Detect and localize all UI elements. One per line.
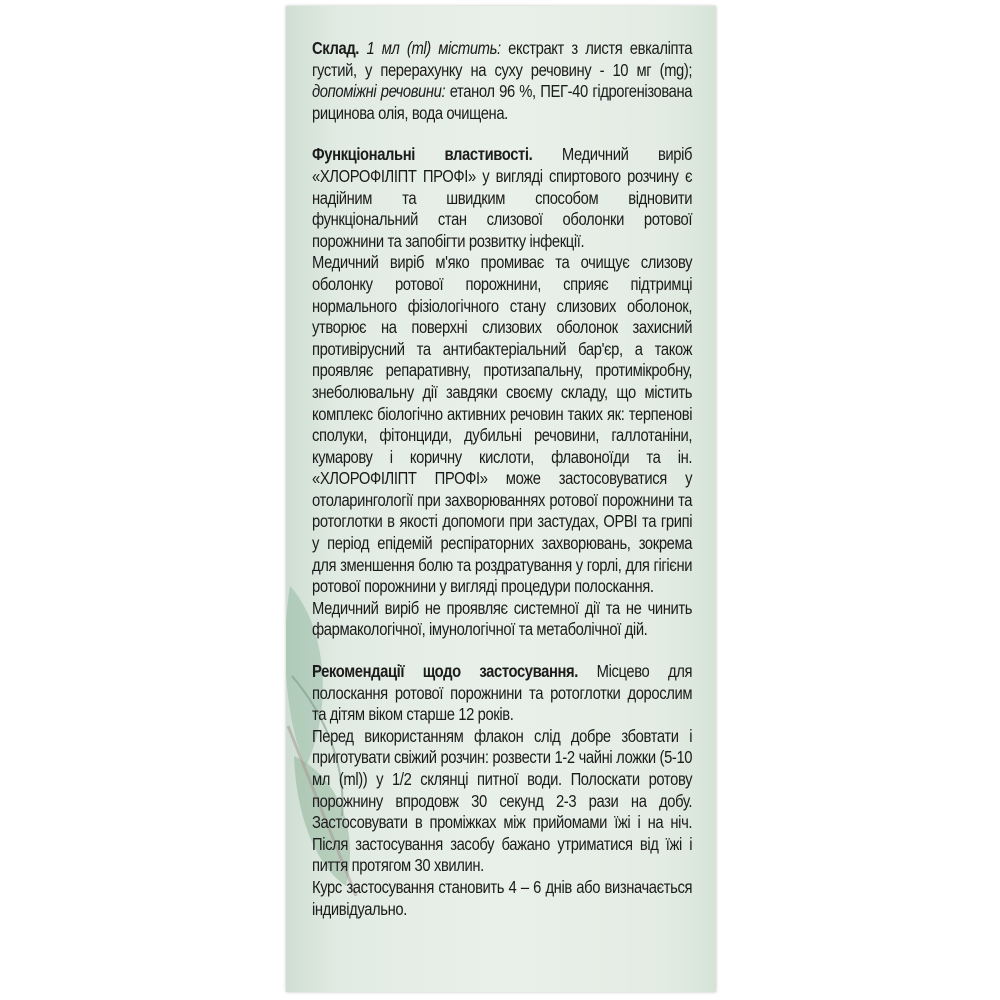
- functional-paragraph-1: [312, 144, 692, 252]
- recommendations-paragraph-2: Перед використанням флакон слід добре збовтати і приготувати свіжий розчин: розвести 1-2 чайні ложки (5-10 мл (ml)) у 1/2 склянці питної води. Полоскати ротову порожнину впродовж 30 секунд 2-3 рази на добу. Застосовувати в проміжках між прийомами їжі і на ніч. Після застосування засобу бажано утриматися від їжі і пиття протягом 30 хвилин.: [312, 725, 693, 876]
- recommendations-text-1: Місцево для полоскання ротової порожнини та ротоглотки дорослим та дітям віком старше 12 років.: [312, 661, 693, 725]
- functional-text-1: Медичний виріб «ХЛОРОФІЛІПТ ПРОФІ» у вигляді спиртового розчину є надійним та швидким способом відновити функціональний стан слизової оболонки ротової порожнини та запобігти розвитку інфекції.: [312, 144, 693, 251]
- package-insert-panel: [286, 6, 716, 992]
- composition-title: Склад.: [312, 38, 360, 58]
- functional-paragraph-3: Медичний виріб не проявляє системної дії та не чинить фармакологічної, імунологічної та метаболічної дій.: [312, 597, 693, 640]
- composition-main: екстракт з листя евкаліпта густий, у перерахунку на суху речовину - 10 мг (mg);: [312, 38, 693, 80]
- composition-lead: 1 мл (ml) містить:: [366, 38, 501, 58]
- excipients-text: етанол 96 %, ПЕГ-40 гідрогенізована рицинова олія, вода очищена.: [312, 81, 693, 123]
- functional-title: Функціональні властивості.: [312, 144, 533, 165]
- functional-paragraph-2: Медичний виріб м'яко промиває та очищує слизову оболонку ротової порожнини, сприяє підтримці нормального фізіологічного стану слизових оболонок, утворює на поверхні слизових оболонок захисний противірусний та антибактеріальний бар'єр, а також проявляє репаративну, протизапальну, протимікробну, знеболювальну дії завдяки своєму складу, що містить комплекс біологічно активних речовин таких як: терпенові сполуки, фітонциди, дубильні речовини, галлотаніни, кумарову і коричну кислоти, флавоноїди та ін. «ХЛОРОФІЛІПТ ПРОФІ» може застосовуватися у отоларингології при захворюваннях ротової порожнини та ротоглотки в якості допомоги при застудах, ОРВІ та грипі у період епідемій респіраторних захворювань, зокрема для зменшення болю та роздратування у горлі, для гігієни ротової порожнини у вигляді процедури полоскання.: [312, 252, 693, 597]
- recommendations-paragraph-1: [312, 661, 692, 726]
- excipients-label: допоміжні речовини:: [312, 81, 446, 102]
- insert-text: [312, 38, 692, 920]
- recommendations-paragraph-3: Курс застосування становить 4 – 6 днів або визначається індивідуально.: [312, 876, 693, 919]
- recommendations-title: Рекомендації щодо застосування.: [312, 661, 579, 682]
- composition-paragraph: [312, 38, 692, 124]
